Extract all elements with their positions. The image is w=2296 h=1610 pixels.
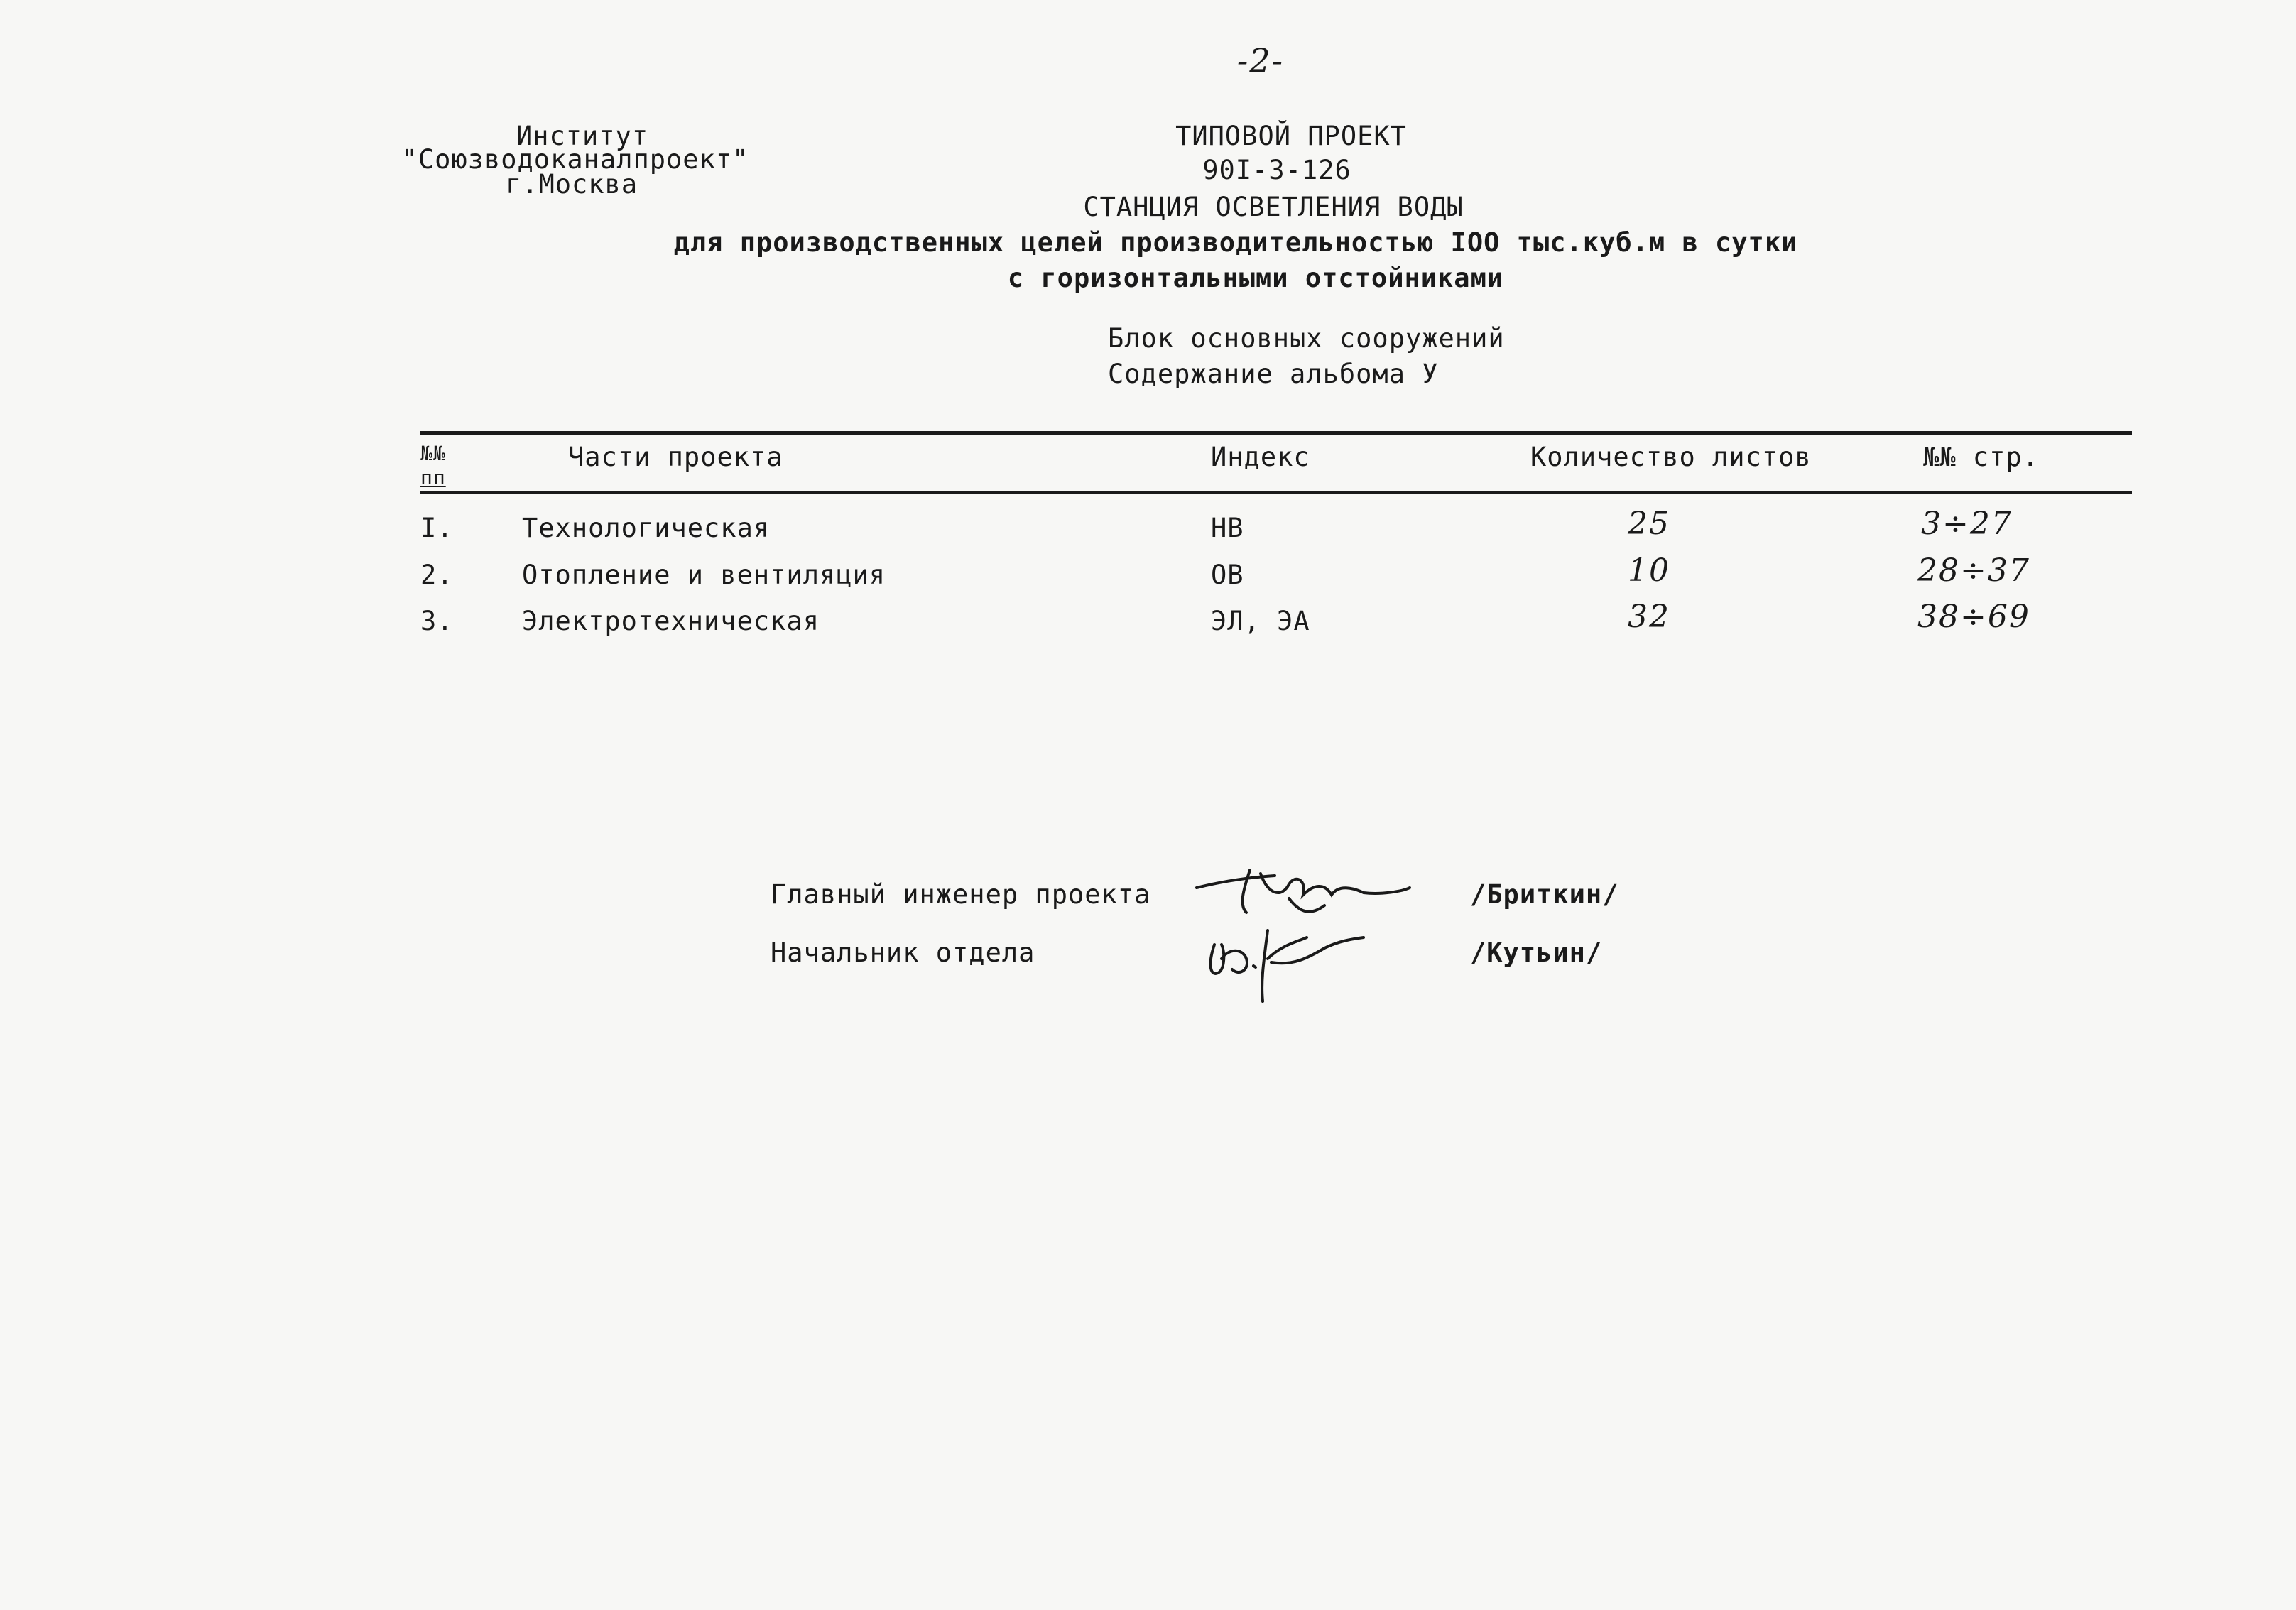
institute-city: г.Москва xyxy=(505,169,638,200)
handwritten-signature-2 xyxy=(1200,916,1371,1008)
row-pages: 28÷37 xyxy=(1917,553,2030,589)
project-subtitle-1: для производственных целей производительностью IOO тыс.куб.м в сутки xyxy=(673,227,1798,258)
row-sheets: 32 xyxy=(1628,599,1670,635)
row-num: 2. xyxy=(420,560,454,590)
header-num-bottom: пп xyxy=(420,466,446,489)
header-num-top: №№ xyxy=(420,442,446,465)
project-heading: ТИПОВОЙ ПРОЕКТ xyxy=(1175,121,1407,151)
project-number: 90I-3-126 xyxy=(1202,155,1351,185)
row-sheets: 10 xyxy=(1628,553,1670,589)
row-part: Технологическая xyxy=(522,513,771,543)
header-sheets: Количество листов xyxy=(1530,442,1812,472)
page-number: -2- xyxy=(1236,41,1285,80)
row-num: 3. xyxy=(420,606,454,636)
row-num: I. xyxy=(420,513,454,543)
signature-role-department-head: Начальник отдела xyxy=(771,937,1035,968)
table-header-rule xyxy=(420,491,2132,494)
signature-name-kutin: /Кутьин/ xyxy=(1470,937,1603,968)
row-index: ОВ xyxy=(1211,560,1244,590)
institute-name: "Союзводоканалпроект" xyxy=(401,144,749,175)
row-pages: 3÷27 xyxy=(1921,506,2013,542)
signature-role-chief-engineer: Главный инженер проекта xyxy=(771,879,1151,910)
signature-name-britkin: /Бриткин/ xyxy=(1470,879,1619,910)
block-title: Блок основных сооружений xyxy=(1108,323,1505,354)
header-index: Индекс xyxy=(1211,442,1310,472)
row-sheets: 25 xyxy=(1628,506,1670,542)
album-contents-title: Содержание альбома У xyxy=(1108,359,1439,389)
header-pages: №№ стр. xyxy=(1923,442,2039,472)
handwritten-signature-1 xyxy=(1182,856,1424,920)
project-subtitle-2: с горизонтальными отстойниками xyxy=(1007,263,1504,293)
header-part: Части проекта xyxy=(568,442,783,472)
table-top-rule xyxy=(420,431,2132,435)
project-title: СТАНЦИЯ ОСВЕТЛЕНИЯ ВОДЫ xyxy=(1083,192,1464,222)
row-index: НВ xyxy=(1211,513,1244,543)
row-part: Отопление и вентиляция xyxy=(522,560,886,590)
row-pages: 38÷69 xyxy=(1917,599,2030,635)
row-index: ЭЛ, ЭА xyxy=(1211,606,1310,636)
row-part: Электротехническая xyxy=(522,606,820,636)
institute-label: Институт xyxy=(516,121,649,151)
